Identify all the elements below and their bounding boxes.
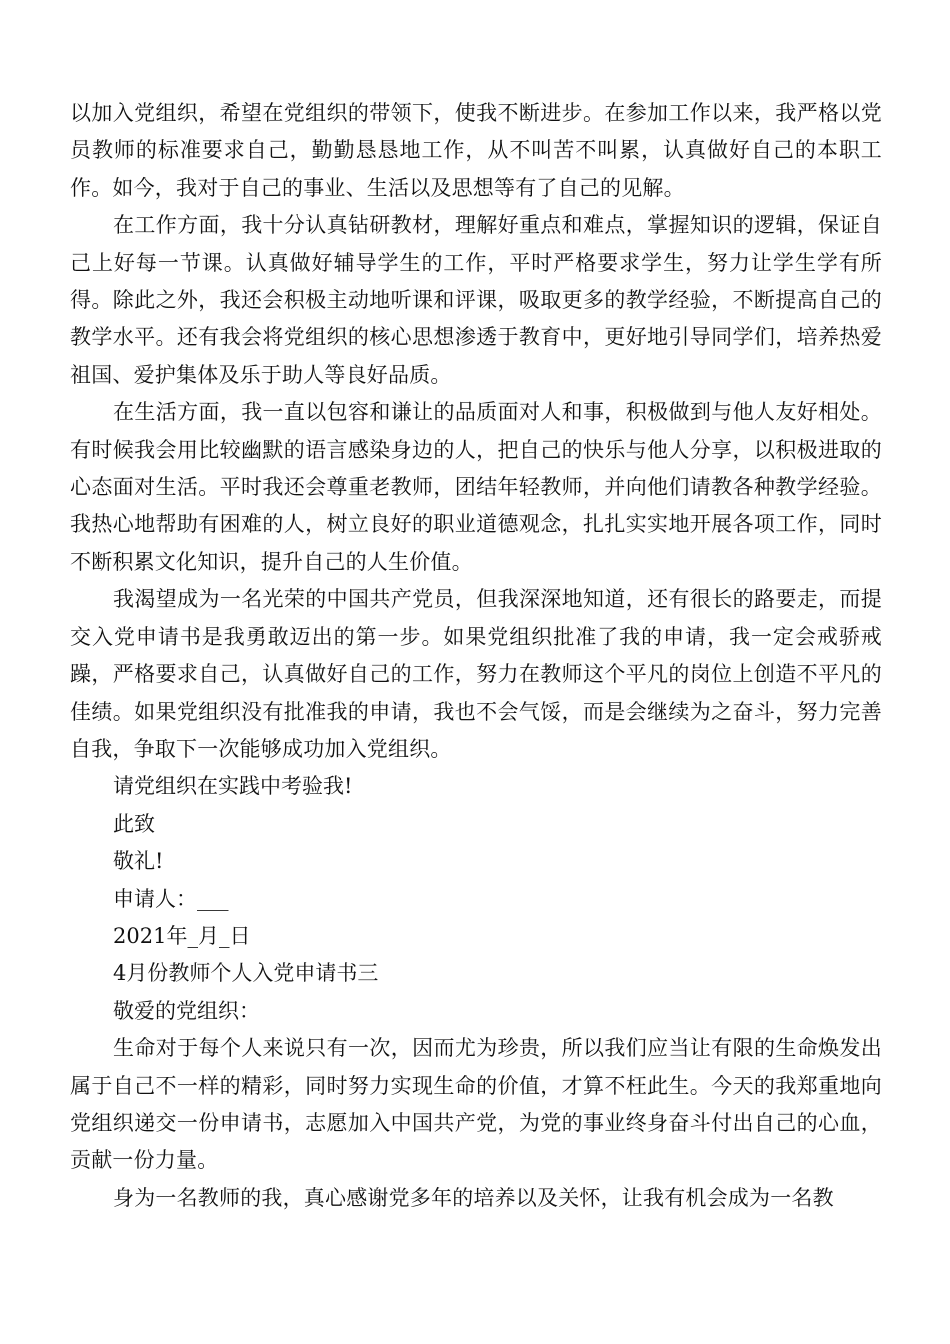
closing-request: 请党组织在实践中考验我! xyxy=(113,774,353,799)
document-page xyxy=(70,0,882,1217)
closing-salutation: 此致 xyxy=(113,811,155,836)
paragraph-life: 在生活方面，我一直以包容和谦让的品质面对人和事，积极做到与他人友好相处。有时候我会用比较幽默的语言感染身边的人，把自己的快乐与他人分享，以积极进取的心态面对生活。平时我还会尊重老教师，团结年轻教师，并向他们请教各种教学经验。我热心地帮助有困难的人，树立良好的职业道德观念，扎扎实实地开展各项工作，同时不断积累文化知识，提升自己的人生价值。 xyxy=(70,400,882,574)
paragraph-teacher-gratitude: 身为一名教师的我，真心感谢党多年的培养以及关怀，让我有机会成为一名教 xyxy=(113,1185,834,1210)
paragraph-aspiration: 我渴望成为一名光荣的中国共产党员，但我深深地知道，还有很长的路要走，而提交入党申请书是我勇敢迈出的第一步。如果党组织批准了我的申请，我一定会戒骄戒躁，严格要求自己，认真做好自己的工作，努力在教师这个平凡的岗位上创造不平凡的佳绩。如果党组织没有批准我的申请，我也不会气馁，而是会继续为之奋斗，努力完善自我，争取下一次能够成功加入党组织。 xyxy=(70,587,882,761)
paragraph-work: 在工作方面，我十分认真钻研教材，理解好重点和难点，掌握知识的逻辑，保证自己上好每一节课。认真做好辅导学生的工作，平时严格要求学生，努力让学生学有所得。除此之外，我还会积极主动地听课和评课，吸取更多的教学经验，不断提高自己的教学水平。还有我会将党组织的核心思想渗透于教育中，更好地引导同学们，培养热爱祖国、爱护集体及乐于助人等良好品质。 xyxy=(70,213,882,387)
paragraph-intro-continued: 以加入党组织，希望在党组织的带领下，使我不断进步。在参加工作以来，我严格以党员教师的标准要求自己，勤勤恳恳地工作，从不叫苦不叫累，认真做好自己的本职工作。如今，我对于自己的事业、生活以及思想等有了自己的见解。 xyxy=(70,101,882,200)
letter-greeting: 敬爱的党组织： xyxy=(113,998,260,1023)
paragraph-life-value: 生命对于每个人来说只有一次，因而尤为珍贵，所以我们应当让有限的生命焕发出属于自己不一样的精彩，同时努力实现生命的价值，才算不枉此生。今天的我郑重地向党组织递交一份申请书，志愿加入中国共产党，为党的事业终身奋斗付出自己的心血，贡献一份力量。 xyxy=(70,1036,882,1173)
closing-respect: 敬礼! xyxy=(113,849,164,874)
applicant-line: 申请人：___ xyxy=(113,886,229,911)
date-line: 2021年_月_日 xyxy=(113,923,251,948)
section-title: 4月份教师个人入党申请书三 xyxy=(113,961,379,986)
